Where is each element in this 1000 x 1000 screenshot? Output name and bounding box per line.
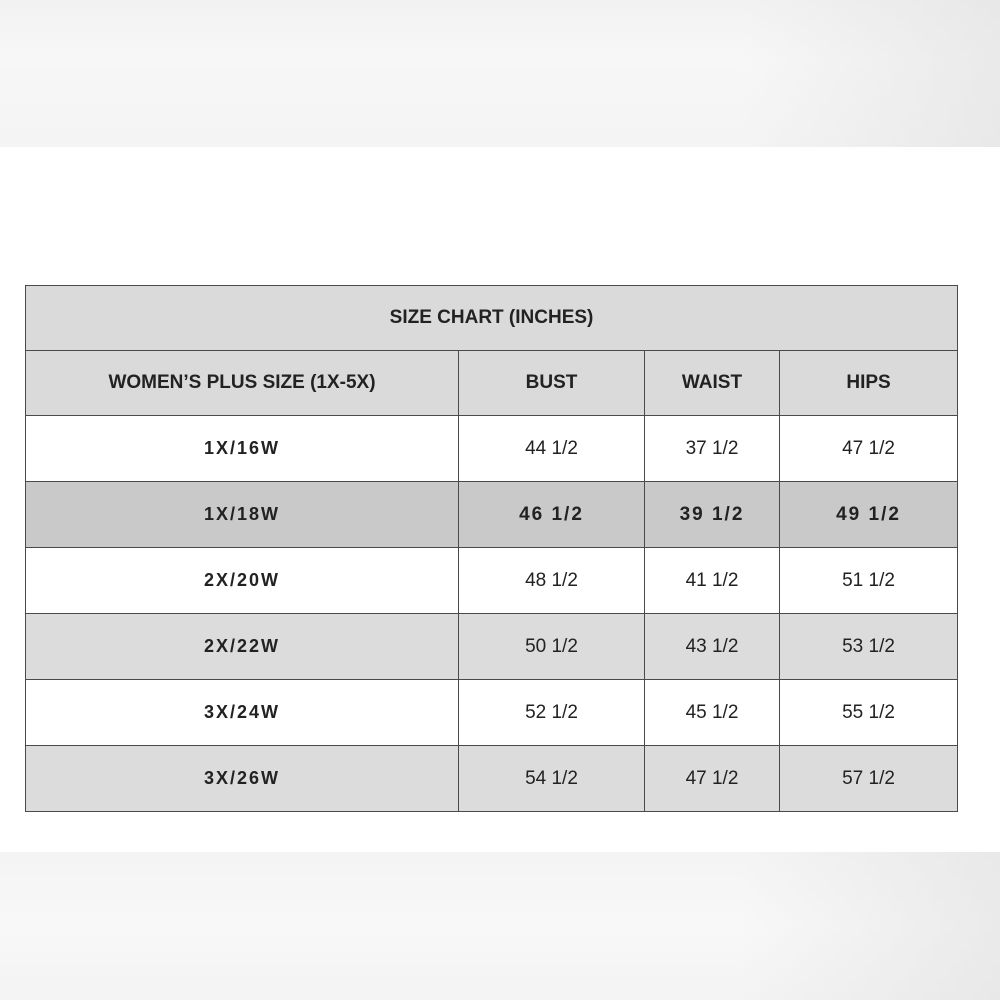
column-header-hips: HIPS: [780, 351, 958, 416]
table-row: [26, 614, 958, 680]
size-cell: 1X/16W: [26, 416, 459, 482]
table-row: [26, 746, 958, 812]
column-header-size: WOMEN’S PLUS SIZE (1X-5X): [26, 351, 459, 416]
waist-cell: 43 1/2: [645, 614, 780, 680]
column-header-bust: BUST: [459, 351, 645, 416]
waist-cell: 47 1/2: [645, 746, 780, 812]
hips-cell: 49 1/2: [780, 482, 958, 548]
bust-cell: 50 1/2: [459, 614, 645, 680]
bust-cell: 44 1/2: [459, 416, 645, 482]
bust-cell: 46 1/2: [459, 482, 645, 548]
bust-cell: 48 1/2: [459, 548, 645, 614]
table-row: [26, 548, 958, 614]
size-cell: 3X/24W: [26, 680, 459, 746]
size-cell: 1X/18W: [26, 482, 459, 548]
waist-cell: 41 1/2: [645, 548, 780, 614]
table-title-row: [26, 286, 958, 351]
table-header-row: [26, 351, 958, 416]
hips-cell: 53 1/2: [780, 614, 958, 680]
bust-cell: 54 1/2: [459, 746, 645, 812]
hips-cell: 51 1/2: [780, 548, 958, 614]
hips-cell: 55 1/2: [780, 680, 958, 746]
bust-cell: 52 1/2: [459, 680, 645, 746]
table-row: [26, 416, 958, 482]
bottom-background-band: [0, 852, 1000, 1000]
hips-cell: 57 1/2: [780, 746, 958, 812]
column-header-waist: WAIST: [645, 351, 780, 416]
size-chart-table: [25, 285, 958, 812]
waist-cell: 45 1/2: [645, 680, 780, 746]
table-row: [26, 680, 958, 746]
hips-cell: 47 1/2: [780, 416, 958, 482]
size-cell: 2X/22W: [26, 614, 459, 680]
table-row: [26, 482, 958, 548]
top-background-band: [0, 0, 1000, 147]
size-cell: 3X/26W: [26, 746, 459, 812]
size-cell: 2X/20W: [26, 548, 459, 614]
table-title: SIZE CHART (INCHES): [26, 286, 958, 351]
waist-cell: 39 1/2: [645, 482, 780, 548]
waist-cell: 37 1/2: [645, 416, 780, 482]
